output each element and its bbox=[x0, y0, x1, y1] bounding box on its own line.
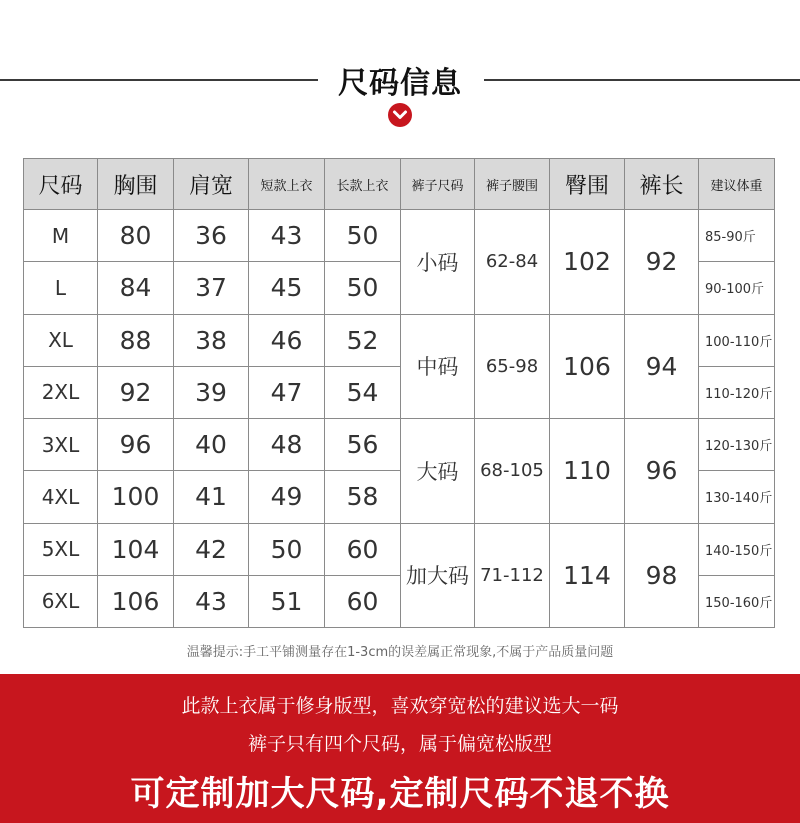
row-cell-long-top: 52 bbox=[324, 314, 401, 367]
row-cell-weight: 140-150斤 bbox=[698, 523, 775, 576]
row-cell-chest: 96 bbox=[97, 418, 174, 471]
banner-line-3: 可定制加大尺码,定制尺码不退不换 bbox=[130, 774, 670, 814]
row-cell-long-top: 60 bbox=[324, 523, 401, 576]
pant-cell-hip: 114 bbox=[549, 523, 625, 629]
row-cell-weight: 120-130斤 bbox=[698, 418, 775, 471]
pant-cell-length: 96 bbox=[624, 418, 699, 524]
row-cell-chest: 100 bbox=[97, 470, 174, 523]
header-pant-size: 裤子尺码 bbox=[400, 158, 475, 210]
pant-cell-length: 94 bbox=[624, 314, 699, 420]
measurement-note: 温馨提示:手工平铺测量存在1-3cm的误差属正常现象,不属于产品质量问题 bbox=[186, 645, 614, 660]
row-cell-shoulder: 42 bbox=[173, 523, 249, 576]
size-table bbox=[23, 158, 774, 627]
row-cell-short-top: 48 bbox=[248, 418, 325, 471]
row-cell-shoulder: 37 bbox=[173, 261, 249, 314]
row-cell-short-top: 45 bbox=[248, 261, 325, 314]
row-cell-weight: 110-120斤 bbox=[698, 366, 775, 419]
row-cell-shoulder: 41 bbox=[173, 470, 249, 523]
header-pant-waist: 裤子腰围 bbox=[474, 158, 550, 210]
row-cell-short-top: 50 bbox=[248, 523, 325, 576]
pant-cell-size: 小码 bbox=[400, 209, 475, 315]
row-cell-shoulder: 38 bbox=[173, 314, 249, 367]
row-cell-short-top: 47 bbox=[248, 366, 325, 419]
header-pant-length: 裤长 bbox=[624, 158, 699, 210]
row-cell-shoulder: 39 bbox=[173, 366, 249, 419]
pant-cell-waist: 65-98 bbox=[474, 314, 550, 420]
row-cell-short-top: 51 bbox=[248, 575, 325, 628]
row-cell-size: 6XL bbox=[23, 575, 98, 628]
header-weight: 建议体重 bbox=[698, 158, 775, 210]
row-cell-chest: 106 bbox=[97, 575, 174, 628]
header-long-top: 长款上衣 bbox=[324, 158, 401, 210]
row-cell-short-top: 49 bbox=[248, 470, 325, 523]
pant-cell-waist: 62-84 bbox=[474, 209, 550, 315]
chevron-down-icon bbox=[388, 103, 412, 127]
row-cell-chest: 88 bbox=[97, 314, 174, 367]
header-chest: 胸围 bbox=[97, 158, 174, 210]
row-cell-shoulder: 43 bbox=[173, 575, 249, 628]
row-cell-weight: 100-110斤 bbox=[698, 314, 775, 367]
row-cell-chest: 84 bbox=[97, 261, 174, 314]
pant-cell-hip: 106 bbox=[549, 314, 625, 420]
row-cell-short-top: 43 bbox=[248, 209, 325, 262]
row-cell-long-top: 56 bbox=[324, 418, 401, 471]
row-cell-weight: 85-90斤 bbox=[698, 209, 775, 262]
row-cell-size: M bbox=[23, 209, 98, 262]
row-cell-weight: 130-140斤 bbox=[698, 470, 775, 523]
row-cell-size: 3XL bbox=[23, 418, 98, 471]
header-line-right bbox=[484, 79, 800, 81]
header-size: 尺码 bbox=[23, 158, 98, 210]
row-cell-long-top: 50 bbox=[324, 209, 401, 262]
pant-cell-hip: 102 bbox=[549, 209, 625, 315]
row-cell-long-top: 60 bbox=[324, 575, 401, 628]
pant-cell-size: 大码 bbox=[400, 418, 475, 524]
row-cell-size: 5XL bbox=[23, 523, 98, 576]
banner-line-1: 此款上衣属于修身版型，喜欢穿宽松的建议选大一码 bbox=[181, 695, 619, 717]
row-cell-long-top: 50 bbox=[324, 261, 401, 314]
row-cell-chest: 80 bbox=[97, 209, 174, 262]
row-cell-long-top: 54 bbox=[324, 366, 401, 419]
header-short-top: 短款上衣 bbox=[248, 158, 325, 210]
row-cell-chest: 104 bbox=[97, 523, 174, 576]
row-cell-chest: 92 bbox=[97, 366, 174, 419]
row-cell-size: XL bbox=[23, 314, 98, 367]
pant-cell-size: 中码 bbox=[400, 314, 475, 420]
row-cell-short-top: 46 bbox=[248, 314, 325, 367]
pant-cell-size: 加大码 bbox=[400, 523, 475, 629]
row-cell-shoulder: 36 bbox=[173, 209, 249, 262]
row-cell-size: 4XL bbox=[23, 470, 98, 523]
header-shoulder: 肩宽 bbox=[173, 158, 249, 210]
row-cell-weight: 150-160斤 bbox=[698, 575, 775, 628]
pant-cell-hip: 110 bbox=[549, 418, 625, 524]
pant-cell-length: 92 bbox=[624, 209, 699, 315]
row-cell-size: 2XL bbox=[23, 366, 98, 419]
pant-cell-length: 98 bbox=[624, 523, 699, 629]
pant-cell-waist: 71-112 bbox=[474, 523, 550, 629]
row-cell-size: L bbox=[23, 261, 98, 314]
notice-banner bbox=[0, 674, 800, 823]
row-cell-shoulder: 40 bbox=[173, 418, 249, 471]
row-cell-long-top: 58 bbox=[324, 470, 401, 523]
banner-line-2: 裤子只有四个尺码，属于偏宽松版型 bbox=[247, 733, 552, 755]
pant-cell-waist: 68-105 bbox=[474, 418, 550, 524]
header-hip: 臀围 bbox=[549, 158, 625, 210]
row-cell-weight: 90-100斤 bbox=[698, 261, 775, 314]
page-title: 尺码信息 bbox=[338, 66, 462, 101]
